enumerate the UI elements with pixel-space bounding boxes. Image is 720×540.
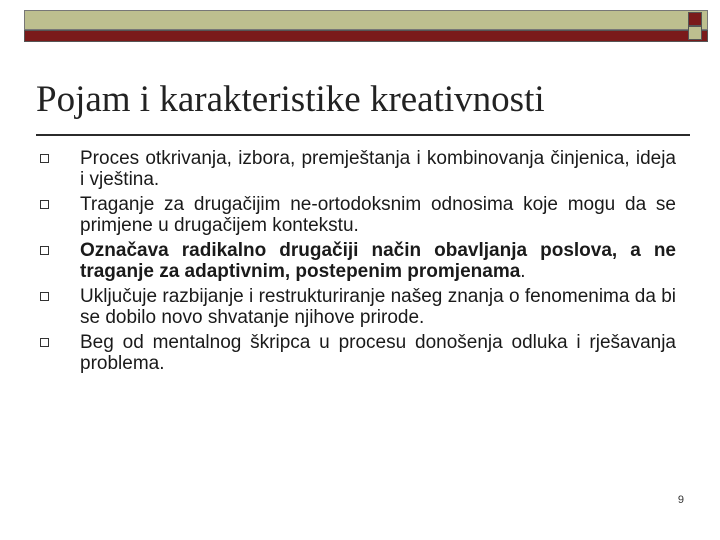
bullet-text-bold: Označava radikalno drugačiji način obavljanja poslova, a ne traganje za adaptivnim, postepenim promjenama	[80, 240, 676, 282]
hollow-square-icon	[40, 246, 49, 255]
corner-square-maroon	[688, 12, 702, 26]
slide-title: Pojam i karakteristike kreativnosti	[36, 79, 545, 120]
corner-square-olive	[688, 26, 702, 40]
page-number: 9	[677, 494, 684, 506]
bullet-item	[30, 148, 676, 190]
header-band-maroon	[24, 30, 708, 42]
bullet-text: Uključuje razbijanje i restrukturiranje našeg znanja o fenomenima da bi se dobilo novo shvatanje njihove prirode.	[80, 286, 676, 328]
bullet-list	[30, 148, 676, 378]
bullet-item	[30, 240, 676, 282]
hollow-square-icon	[40, 338, 49, 347]
bullet-text: Beg od mentalnog škripca u procesu donošenja odluka i rješavanja problema.	[80, 332, 676, 374]
bullet-text-suffix: .	[520, 261, 526, 282]
bullet-item	[30, 332, 676, 374]
bullet-item	[30, 286, 676, 328]
hollow-square-icon	[40, 154, 49, 163]
header-band-olive	[24, 10, 708, 30]
bullet-item	[30, 194, 676, 236]
hollow-square-icon	[40, 292, 49, 301]
title-underline	[36, 134, 690, 136]
bullet-text: Proces otkrivanja, izbora, premještanja i kombinovanja činjenica, ideja i vještina.	[80, 148, 676, 190]
hollow-square-icon	[40, 200, 49, 209]
bullet-text: Traganje za drugačijim ne-ortodoksnim odnosima koje mogu da se primjene u drugačijem kontekstu.	[80, 194, 676, 236]
